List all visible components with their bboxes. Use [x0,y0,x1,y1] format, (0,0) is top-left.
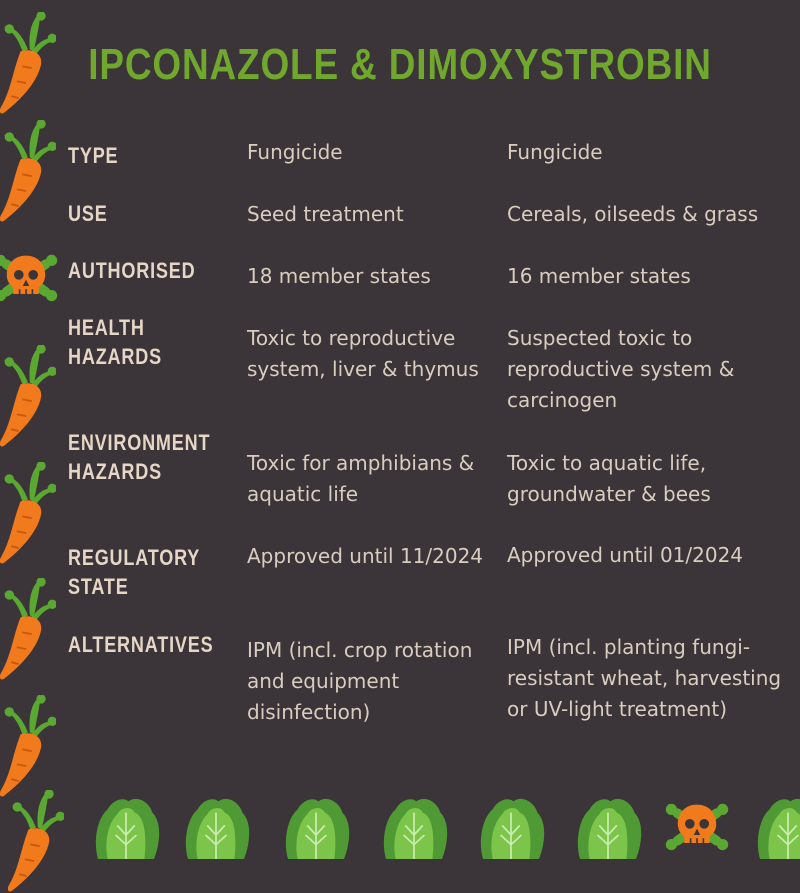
row-label-environment-hazards: ENVIRONMENT HAZARDS [68,430,211,484]
ipconazole-environment-hazards: Toxic for amphibians & aquatic life [247,451,475,506]
ipconazole-health-hazards: Toxic to reproductive system, liver & thymus [247,326,479,381]
row-label-authorised: AUTHORISED [68,258,196,283]
carrot-icon [0,120,56,223]
dimoxystrobin-health-hazards: Suspected toxic to reproductive system & carcinogen [507,326,735,412]
page-title: IPCONAZOLE & DIMOXYSTROBIN [88,40,712,89]
lettuce-icon [180,795,252,859]
row-label-health-hazards: HEALTH HAZARDS [68,315,162,369]
ipconazole-alternatives: IPM (incl. crop rotation and equipment disinfection) [247,638,473,724]
skull-icon [665,795,729,859]
dimoxystrobin-authorised: 16 member states [507,264,691,288]
carrot-icon [0,695,56,798]
lettuce-icon [572,795,644,859]
row-label-alternatives: ALTERNATIVES [68,632,214,657]
dimoxystrobin-environment-hazards: Toxic to aquatic life, groundwater & bees [507,451,711,506]
carrot-icon [0,578,56,681]
ipconazole-use: Seed treatment [247,202,404,226]
dimoxystrobin-alternatives: IPM (incl. planting fungi- resistant wheat, harvesting or UV-light treatment) [507,635,782,721]
dimoxystrobin-type: Fungicide [507,140,603,164]
carrot-icon [0,345,56,448]
ipconazole-type: Fungicide [247,140,343,164]
carrot-icon [8,790,64,893]
ipconazole-regulatory-state: Approved until 11/2024 [247,544,484,568]
skull-icon [0,246,58,310]
dimoxystrobin-use: Cereals, oilseeds & grass [507,202,759,226]
lettuce-icon [378,795,450,859]
carrot-icon [0,462,56,565]
dimoxystrobin-regulatory-state: Approved until 01/2024 [507,543,744,567]
row-label-use: USE [68,201,108,226]
lettuce-icon [90,795,162,859]
carrot-icon [0,12,56,115]
row-label-regulatory-state: REGULATORY STATE [68,545,201,599]
lettuce-icon [475,795,547,859]
row-label-type: TYPE [68,143,119,168]
lettuce-icon [280,795,352,859]
lettuce-icon [752,795,800,859]
ipconazole-authorised: 18 member states [247,264,431,288]
